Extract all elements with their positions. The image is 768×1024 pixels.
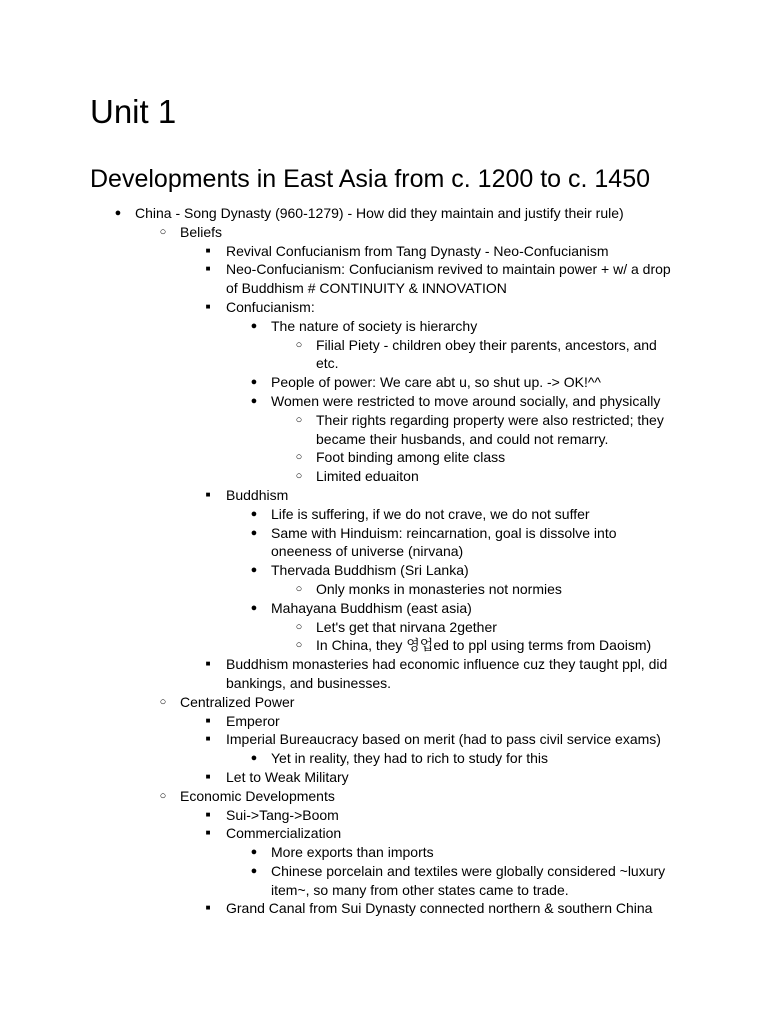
outline-item-level-3 — [0, 242, 686, 261]
outline-item-text: Imperial Bureaucracy based on merit (had to pass civil service exams) — [226, 731, 661, 748]
outline-item-text: Buddhism monasteries had economic influence cuz they taught ppl, did bankings, and businesses. — [226, 656, 668, 691]
outline-item-level-4 — [0, 392, 731, 411]
outline-item-text: Their rights regarding property were also restricted; they became their husbands, and could not remarry. — [316, 411, 664, 447]
outline-item-level-5 — [0, 580, 768, 599]
outline-list — [0, 204, 768, 918]
outline-item-text: Centralized Power — [180, 693, 295, 710]
bullet-icon: ● — [250, 752, 258, 765]
outline-item-text: The nature of society is hierarchy — [271, 317, 478, 334]
outline-item-text: China - Song Dynasty (960-1279) - How did they maintain and justify their rule) — [135, 205, 624, 221]
bullet-icon: ○ — [295, 582, 303, 595]
document-subtitle: Developments in East Asia from c. 1200 to c. 1450 — [90, 165, 651, 193]
bullet-icon: ■ — [205, 734, 211, 744]
bullet-icon: ■ — [205, 809, 211, 819]
outline-item-level-5 — [0, 467, 768, 486]
bullet-icon: ● — [250, 507, 258, 520]
bullet-icon: ○ — [295, 470, 303, 483]
bullet-icon: ■ — [205, 245, 211, 255]
outline-item-text: Chinese porcelain and textiles were globally considered ~luxury item~, so many from other states came to trade. — [271, 862, 666, 898]
outline-item-level-3 — [0, 260, 686, 298]
outline-item-text: Beliefs — [180, 223, 223, 240]
outline-item-level-4 — [0, 843, 731, 862]
outline-item-text: Women were restricted to move around socially, and physically — [271, 392, 661, 409]
outline-item-level-3 — [0, 655, 686, 693]
outline-item-level-3 — [0, 486, 686, 505]
bullet-icon: ○ — [295, 451, 303, 464]
outline-item-text: More exports than imports — [271, 844, 434, 861]
outline-item-text: Life is suffering, if we do not crave, we do not suffer — [271, 505, 590, 522]
outline-item-text: Thervada Buddhism (Sri Lanka) — [271, 562, 469, 579]
outline-item-level-3 — [0, 824, 686, 843]
outline-item-level-5 — [0, 448, 768, 467]
outline-item-level-4 — [0, 373, 731, 392]
outline-item-level-4 — [0, 561, 731, 580]
outline-item-text: Let's get that nirvana 2gether — [316, 618, 497, 635]
outline-item-level-3 — [0, 730, 686, 749]
bullet-icon: ○ — [295, 620, 303, 633]
outline-item-level-3 — [0, 768, 686, 787]
bullet-icon: ● — [250, 601, 258, 614]
outline-item-text: Emperor — [226, 712, 280, 729]
bullet-icon: ● — [114, 207, 122, 219]
bullet-icon: ○ — [159, 225, 167, 238]
outline-item-text: Filial Piety - children obey their parents, ancestors, and etc. — [316, 336, 657, 372]
bullet-icon: ■ — [205, 489, 211, 499]
bullet-icon: ■ — [205, 715, 211, 725]
outline-item-level-4 — [0, 862, 731, 900]
outline-item-text: Revival Confucianism from Tang Dynasty - Neo-Confucianism — [226, 242, 609, 259]
document-title: Unit 1 — [90, 93, 177, 130]
outline-item-level-3 — [0, 899, 686, 918]
outline-item-level-4 — [0, 749, 731, 768]
outline-item-level-3 — [0, 806, 686, 825]
outline-item-text: Same with Hinduism: reincarnation, goal is dissolve into oneeness of universe (nirvana) — [271, 524, 617, 560]
outline-item-level-4 — [0, 317, 731, 336]
outline-item-level-2 — [0, 223, 640, 242]
bullet-icon: ● — [250, 319, 258, 332]
outline-item-text: Economic Developments — [180, 787, 335, 804]
outline-item-level-5 — [0, 636, 768, 655]
bullet-icon: ○ — [159, 789, 167, 802]
bullet-icon: ● — [250, 376, 258, 389]
outline-item-level-5 — [0, 336, 768, 374]
outline-item-text: Neo-Confucianism: Confucianism revived to maintain power + w/ a drop of Buddhism # CONTINUITY & INNOVATION — [226, 261, 671, 297]
outline-item-text: Confucianism: — [226, 298, 315, 315]
outline-item-text: Let to Weak Military — [226, 768, 349, 785]
outline-item-text: Sui->Tang->Boom — [226, 806, 339, 823]
bullet-icon: ■ — [205, 771, 211, 781]
bullet-icon: ■ — [205, 301, 211, 311]
outline-item-level-3 — [0, 298, 686, 317]
outline-item-level-4 — [0, 505, 731, 524]
outline-item-text: Buddhism — [226, 486, 289, 503]
bullet-icon: ● — [250, 526, 258, 539]
bullet-icon: ○ — [295, 639, 303, 652]
bullet-icon: ● — [250, 846, 258, 859]
bullet-icon: ○ — [295, 413, 303, 426]
bullet-icon: ● — [250, 564, 258, 577]
bullet-icon: ● — [250, 864, 258, 877]
outline-item-text: People of power: We care abt u, so shut up. -> OK!^^ — [271, 374, 601, 391]
outline-item-level-4 — [0, 524, 731, 562]
outline-item-text: Mahayana Buddhism (east asia) — [271, 599, 472, 616]
outline-item-level-5 — [0, 618, 768, 637]
outline-item-text: Yet in reality, they had to rich to study for this — [271, 750, 549, 767]
bullet-icon: ■ — [205, 264, 211, 274]
outline-item-text: Commercialization — [226, 825, 342, 842]
outline-item-text: Grand Canal from Sui Dynasty connected northern & southern China — [226, 900, 653, 917]
outline-item-level-3 — [0, 712, 686, 731]
outline-item-text: Limited eduaiton — [316, 468, 419, 485]
outline-item-level-4 — [0, 599, 731, 618]
outline-item-level-2 — [0, 693, 640, 712]
outline-item-text: Only monks in monasteries not normies — [316, 580, 562, 597]
bullet-icon: ● — [250, 394, 258, 407]
bullet-icon: ■ — [205, 659, 211, 669]
outline-item-level-2 — [0, 787, 640, 806]
bullet-icon: ■ — [205, 903, 211, 913]
outline-item-level-5 — [0, 411, 768, 449]
outline-item-text: In China, they 영업ed to ppl using terms from Daoism) — [316, 637, 652, 654]
outline-item-level-1 — [0, 204, 624, 223]
bullet-icon: ○ — [159, 695, 167, 708]
bullet-icon: ■ — [205, 828, 211, 838]
outline-item-text: Foot binding among elite class — [316, 449, 506, 466]
bullet-icon: ○ — [295, 338, 303, 351]
